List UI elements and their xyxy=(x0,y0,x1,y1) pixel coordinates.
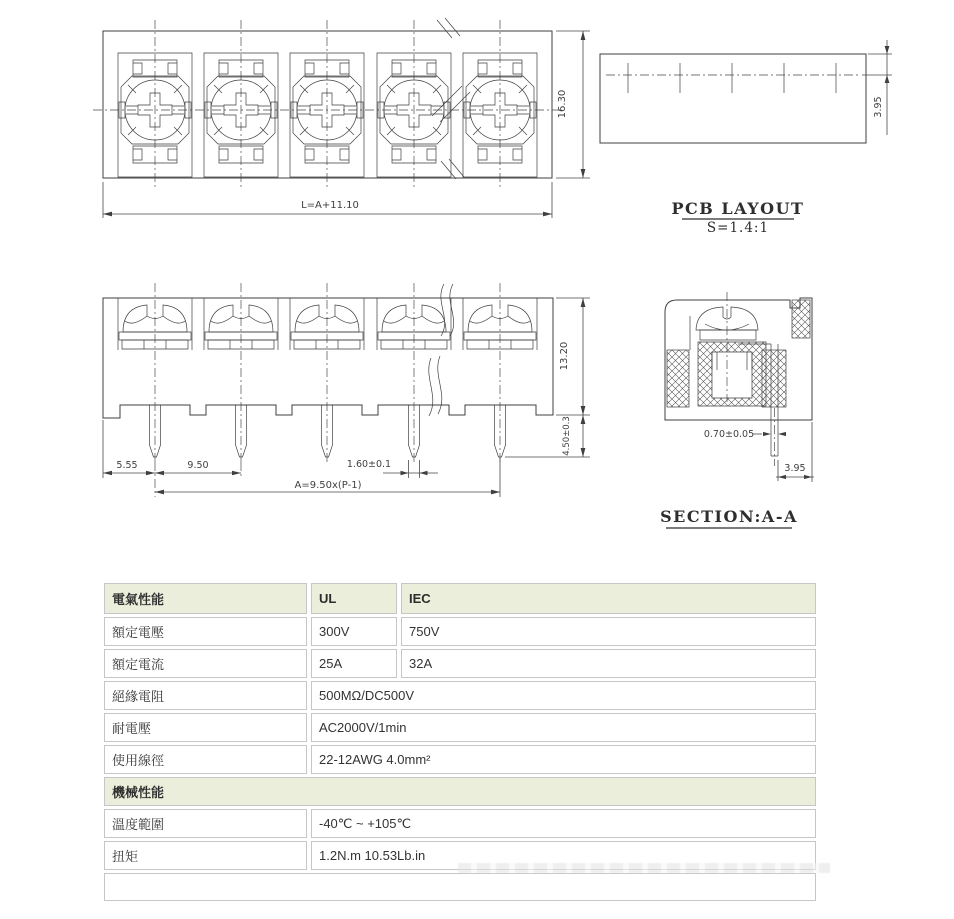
row-value-ul: 25A xyxy=(311,649,397,678)
row-value-iec: 750V xyxy=(401,617,816,646)
table-row xyxy=(104,809,816,838)
row-label: 額定電壓 xyxy=(104,617,307,646)
table-row xyxy=(104,713,816,742)
pcb-layout-title: PCB LAYOUT xyxy=(671,199,805,218)
top-view-length-dim: L=A+11.10 xyxy=(301,200,359,211)
row-label: 溫度範圍 xyxy=(104,809,307,838)
top-view-height-dim: 16.30 xyxy=(557,89,568,119)
column-header-iec: IEC xyxy=(401,583,816,614)
row-value: AC2000V/1min xyxy=(311,713,816,742)
front-height-dim: 13.20 xyxy=(559,341,570,371)
row-value-ul: 300V xyxy=(311,617,397,646)
row-value: 22-12AWG 4.0mm² xyxy=(311,745,816,774)
pcb-layout-scale: S=1.4:1 xyxy=(706,220,770,236)
row-label: 額定電流 xyxy=(104,649,307,678)
pcb-pad-marks xyxy=(628,63,836,93)
table-row xyxy=(104,617,816,646)
empty-cell xyxy=(104,873,816,901)
front-total-dim: A=9.50x(P-1) xyxy=(294,480,362,491)
row-label: 扭矩 xyxy=(104,841,307,870)
front-view-drawing xyxy=(103,283,590,497)
section-view-drawing xyxy=(660,292,814,528)
row-value: -40℃ ~ +105℃ xyxy=(311,809,816,838)
break-marks xyxy=(429,284,454,416)
table-row xyxy=(104,745,816,774)
section-offset-dim: 3.95 xyxy=(784,463,806,474)
mechanical-section-title: 機械性能 xyxy=(104,777,816,806)
pcb-offset-dim: 3.95 xyxy=(873,96,884,118)
electrical-section-title: 電氣性能 xyxy=(104,583,307,614)
electrical-header-row xyxy=(104,583,816,614)
column-header-ul: UL xyxy=(311,583,397,614)
top-view-drawing xyxy=(93,18,590,218)
front-pin-length-dim: 4.50±0.3 xyxy=(562,416,572,456)
row-value: 500MΩ/DC500V xyxy=(311,681,816,710)
empty-row xyxy=(104,873,816,901)
section-title: SECTION:A-A xyxy=(660,507,798,526)
pcb-layout-drawing xyxy=(600,40,892,236)
table-row xyxy=(104,649,816,678)
section-pin-thickness-dim: 0.70±0.05 xyxy=(703,429,755,440)
watermark xyxy=(458,863,830,873)
front-edge-dim: 5.55 xyxy=(116,460,138,471)
table-row xyxy=(104,681,816,710)
row-label: 絕緣電阻 xyxy=(104,681,307,710)
front-pin-width-dim: 1.60±0.1 xyxy=(346,459,392,470)
spec-table xyxy=(104,583,816,904)
front-pitch-dim: 9.50 xyxy=(187,460,209,471)
row-label: 使用線徑 xyxy=(104,745,307,774)
row-value: 1.2N.m 10.53Lb.in xyxy=(311,841,816,870)
row-value-iec: 32A xyxy=(401,649,816,678)
mechanical-header-row xyxy=(104,777,816,806)
row-label: 耐電壓 xyxy=(104,713,307,742)
